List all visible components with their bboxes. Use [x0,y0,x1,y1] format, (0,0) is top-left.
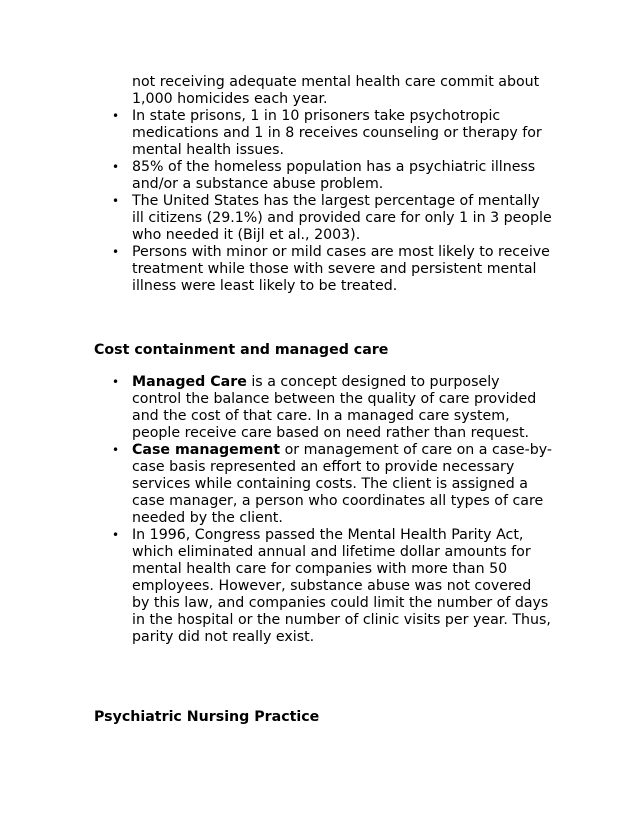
list-item [112,374,552,442]
list-item-text: In 1996, Congress passed the Mental Health Parity Act, which eliminated annual and lifetime dollar amounts for mental health care for companies with more than 50 employees. However, substance abuse was not covered by this law, and companies could limit the number of days in the hospital or the number of clinic visits per year. Thus, parity did not really exist. [132,527,551,645]
term-case-management: Case management [132,442,281,458]
statistics-list [112,108,552,295]
bullet-icon: • [112,194,120,208]
managed-care-list [112,374,552,646]
list-item [112,527,552,646]
term-managed-care: Managed Care [132,374,247,390]
list-item [112,193,552,244]
list-item [112,108,552,159]
section-heading-psychiatric-nursing: Psychiatric Nursing Practice [94,709,320,725]
list-item-text: In state prisons, 1 in 10 prisoners take psychotropic medications and 1 in 8 receives counseling or therapy for mental health issues. [132,108,542,158]
list-item-text: 85% of the homeless population has a psychiatric illness and/or a substance abuse problem. [132,159,536,192]
list-item-text: or management of care on a case-by-case basis represented an effort to provide necessary services while containing costs. The client is assigned a case manager, a person who coordinates all types of care needed by the client. [132,442,553,526]
list-item-text: is a concept designed to purposely control the balance between the quality of care provided and the cost of that care. In a managed care system, people receive care based on need rather than request. [132,374,537,441]
list-item [112,244,552,295]
continued-paragraph: not receiving adequate mental health care commit about 1,000 homicides each year. [132,74,540,107]
section-heading-cost-containment: Cost containment and managed care [94,342,389,358]
list-item [112,442,552,527]
bullet-icon: • [112,245,120,259]
bullet-icon: • [112,528,120,542]
bullet-icon: • [112,109,120,123]
bullet-icon: • [112,160,120,174]
list-item [112,159,552,193]
list-item-text: The United States has the largest percentage of mentally ill citizens (29.1%) and provided care for only 1 in 3 people who needed it (Bijl et al., 2003). [132,193,552,243]
bullet-icon: • [112,443,120,457]
bullet-icon: • [112,375,120,389]
list-item-text: Persons with minor or mild cases are most likely to receive treatment while those with severe and persistent mental illness were least likely to be treated. [132,244,550,294]
